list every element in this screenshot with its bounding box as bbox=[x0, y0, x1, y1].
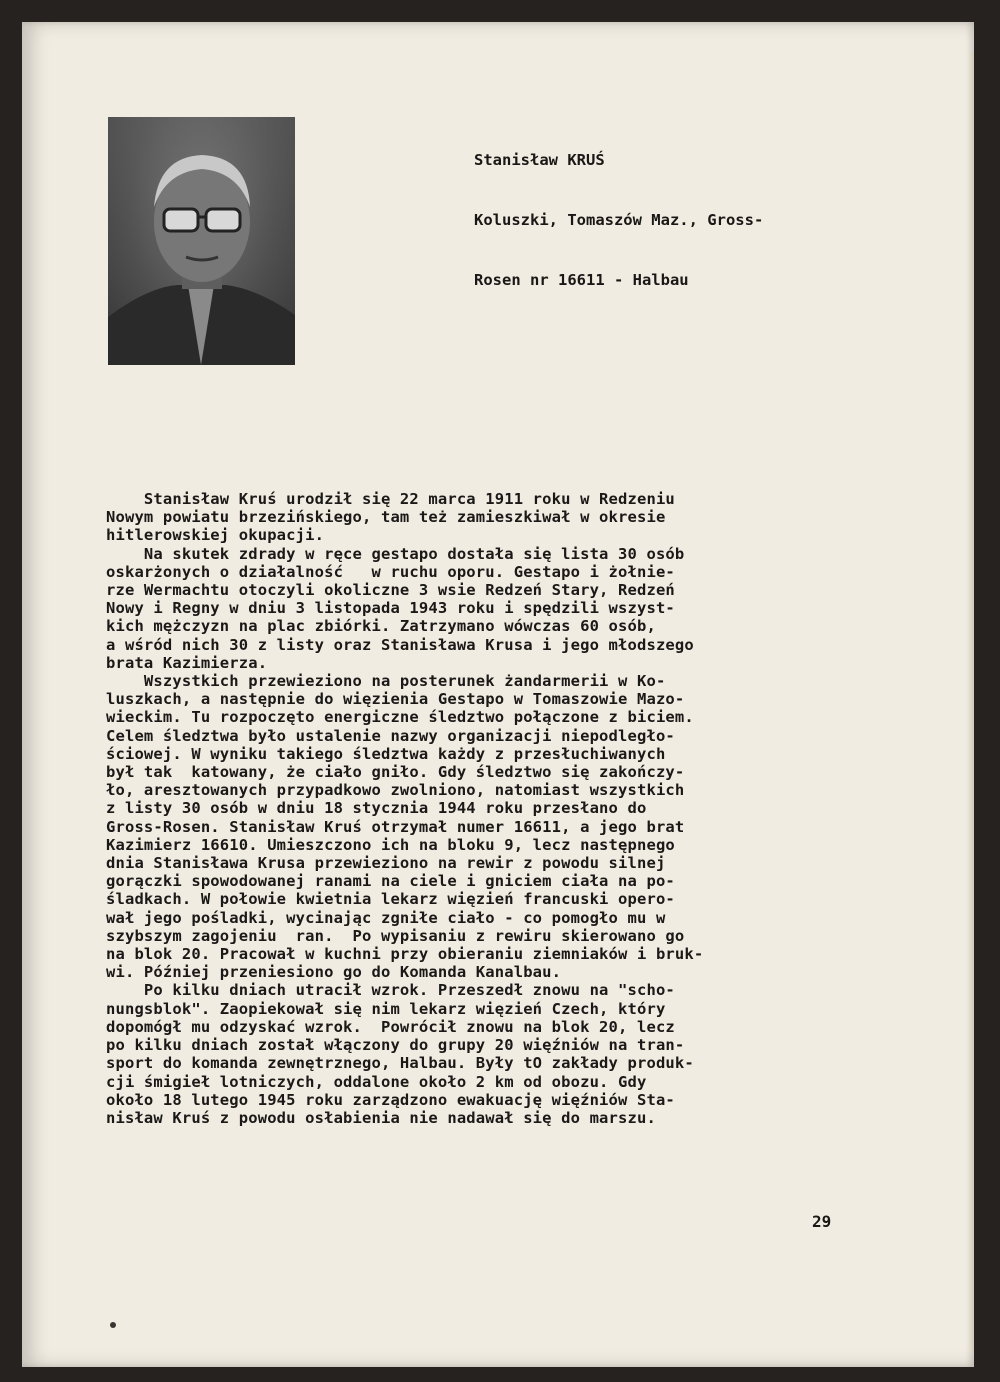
page-number: 29 bbox=[812, 1212, 832, 1231]
text-line: ściowej. W wyniku takiego śledztwa każdy z przesłuchiwanych bbox=[106, 744, 666, 763]
person-header bbox=[474, 110, 763, 330]
text-line: Stanisław Kruś urodził się 22 marca 1911 roku w Redzeniu bbox=[106, 490, 675, 508]
document-page bbox=[22, 22, 974, 1367]
text-line: dnia Stanisława Krusa przewieziono na rewir z powodu silnej bbox=[106, 854, 666, 873]
portrait-illustration bbox=[108, 117, 295, 365]
text-line: Po kilku dniach utracił wzrok. Przeszedł znowu na "scho- bbox=[106, 981, 675, 1000]
text-line: brata Kazimierza. bbox=[106, 653, 268, 672]
text-line: wał jego pośladki, wycinając zgniłe ciało - co pomogło mu w bbox=[106, 908, 666, 927]
text-line: wi. Później przeniesiono go do Komanda Kanalbau. bbox=[106, 963, 562, 982]
person-name: Stanisław KRUŚ bbox=[474, 151, 605, 169]
text-line: Kazimierz 16610. Umieszczono ich na bloku 9, lecz następnego bbox=[106, 835, 675, 854]
text-line: Nowy i Regny w dniu 3 listopada 1943 roku i spędzili wszyst- bbox=[106, 599, 675, 618]
portrait-photo bbox=[108, 117, 295, 365]
text-line: Nowym powiatu brzezińskiego, tam też zamieszkiwał w okresie bbox=[106, 508, 666, 527]
text-line: gorączki spowodowanej ranami na ciele i gniciem ciała na po- bbox=[106, 872, 675, 891]
text-line: Gross-Rosen. Stanisław Kruś otrzymał numer 16611, a jego brat bbox=[106, 817, 685, 836]
text-line: dopomógł mu odzyskać wzrok. Powrócił znowu na blok 20, lecz bbox=[106, 1017, 675, 1036]
text-line: po kilku dniach został włączony do grupy 20 więźniów na tran- bbox=[106, 1036, 685, 1055]
page-mark bbox=[110, 1322, 116, 1328]
text-line: na blok 20. Pracował w kuchni przy obieraniu ziemniaków i bruk- bbox=[106, 945, 704, 964]
text-line: ło, aresztowanych przypadkowo zwolniono, natomiast wszystkich bbox=[106, 781, 685, 800]
text-line: a wśród nich 30 z listy oraz Stanisława Krusa i jego młodszego bbox=[106, 635, 694, 654]
text-line: nisław Kruś z powodu osłabienia nie nadawał się do marszu. bbox=[106, 1108, 656, 1127]
text-line: wieckim. Tu rozpoczęto energiczne śledztwo połączone z biciem. bbox=[106, 708, 694, 727]
text-line: był tak katowany, że ciało gniło. Gdy śledztwo się zakończy- bbox=[106, 763, 685, 782]
text-line: rze Wermachtu otoczyli okoliczne 3 wsie Redzeń Stary, Redzeń bbox=[106, 581, 675, 600]
page-edge bbox=[969, 52, 974, 1352]
person-places: Koluszki, Tomaszów Maz., Gross- bbox=[474, 211, 764, 229]
text-line: około 18 lutego 1945 roku zarządzono ewakuację więźniów Sta- bbox=[106, 1090, 675, 1109]
text-line: kich mężczyzn na plac zbiórki. Zatrzymano wówczas 60 osób, bbox=[106, 617, 656, 636]
text-line: Celem śledztwa było ustalenie nazwy organizacji niepodległo- bbox=[106, 726, 675, 745]
text-line: Na skutek zdrady w ręce gestapo dostała się lista 30 osób bbox=[106, 544, 685, 563]
text-line: sport do komanda zewnętrznego, Halbau. Były tO zakłady produk- bbox=[106, 1054, 694, 1073]
person-camp-number: Rosen nr 16611 - Halbau bbox=[474, 271, 689, 289]
text-line: luszkach, a następnie do więzienia Gestapo w Tomaszowie Mazo- bbox=[106, 690, 685, 709]
text-line: z listy 30 osób w dniu 18 stycznia 1944 roku przesłano do bbox=[106, 799, 647, 818]
text-line: cji śmigieł lotniczych, oddalone około 2 km od obozu. Gdy bbox=[106, 1072, 647, 1091]
text-line: Wszystkich przewieziono na posterunek żandarmerii w Ko- bbox=[106, 672, 666, 691]
text-line: hitlerowskiej okupacji. bbox=[106, 526, 325, 545]
biography-text bbox=[106, 490, 906, 1127]
text-line: oskarżonych o działalność w ruchu oporu. Gestapo i żołnie- bbox=[106, 562, 675, 581]
text-line: śladkach. W połowie kwietnia lekarz więzień francuski opero- bbox=[106, 890, 675, 909]
text-line: szybszym zagojeniu ran. Po wypisaniu z rewiru skierowano go bbox=[106, 926, 685, 945]
text-line: nungsblok". Zaopiekował się nim lekarz więzień Czech, który bbox=[106, 999, 666, 1018]
